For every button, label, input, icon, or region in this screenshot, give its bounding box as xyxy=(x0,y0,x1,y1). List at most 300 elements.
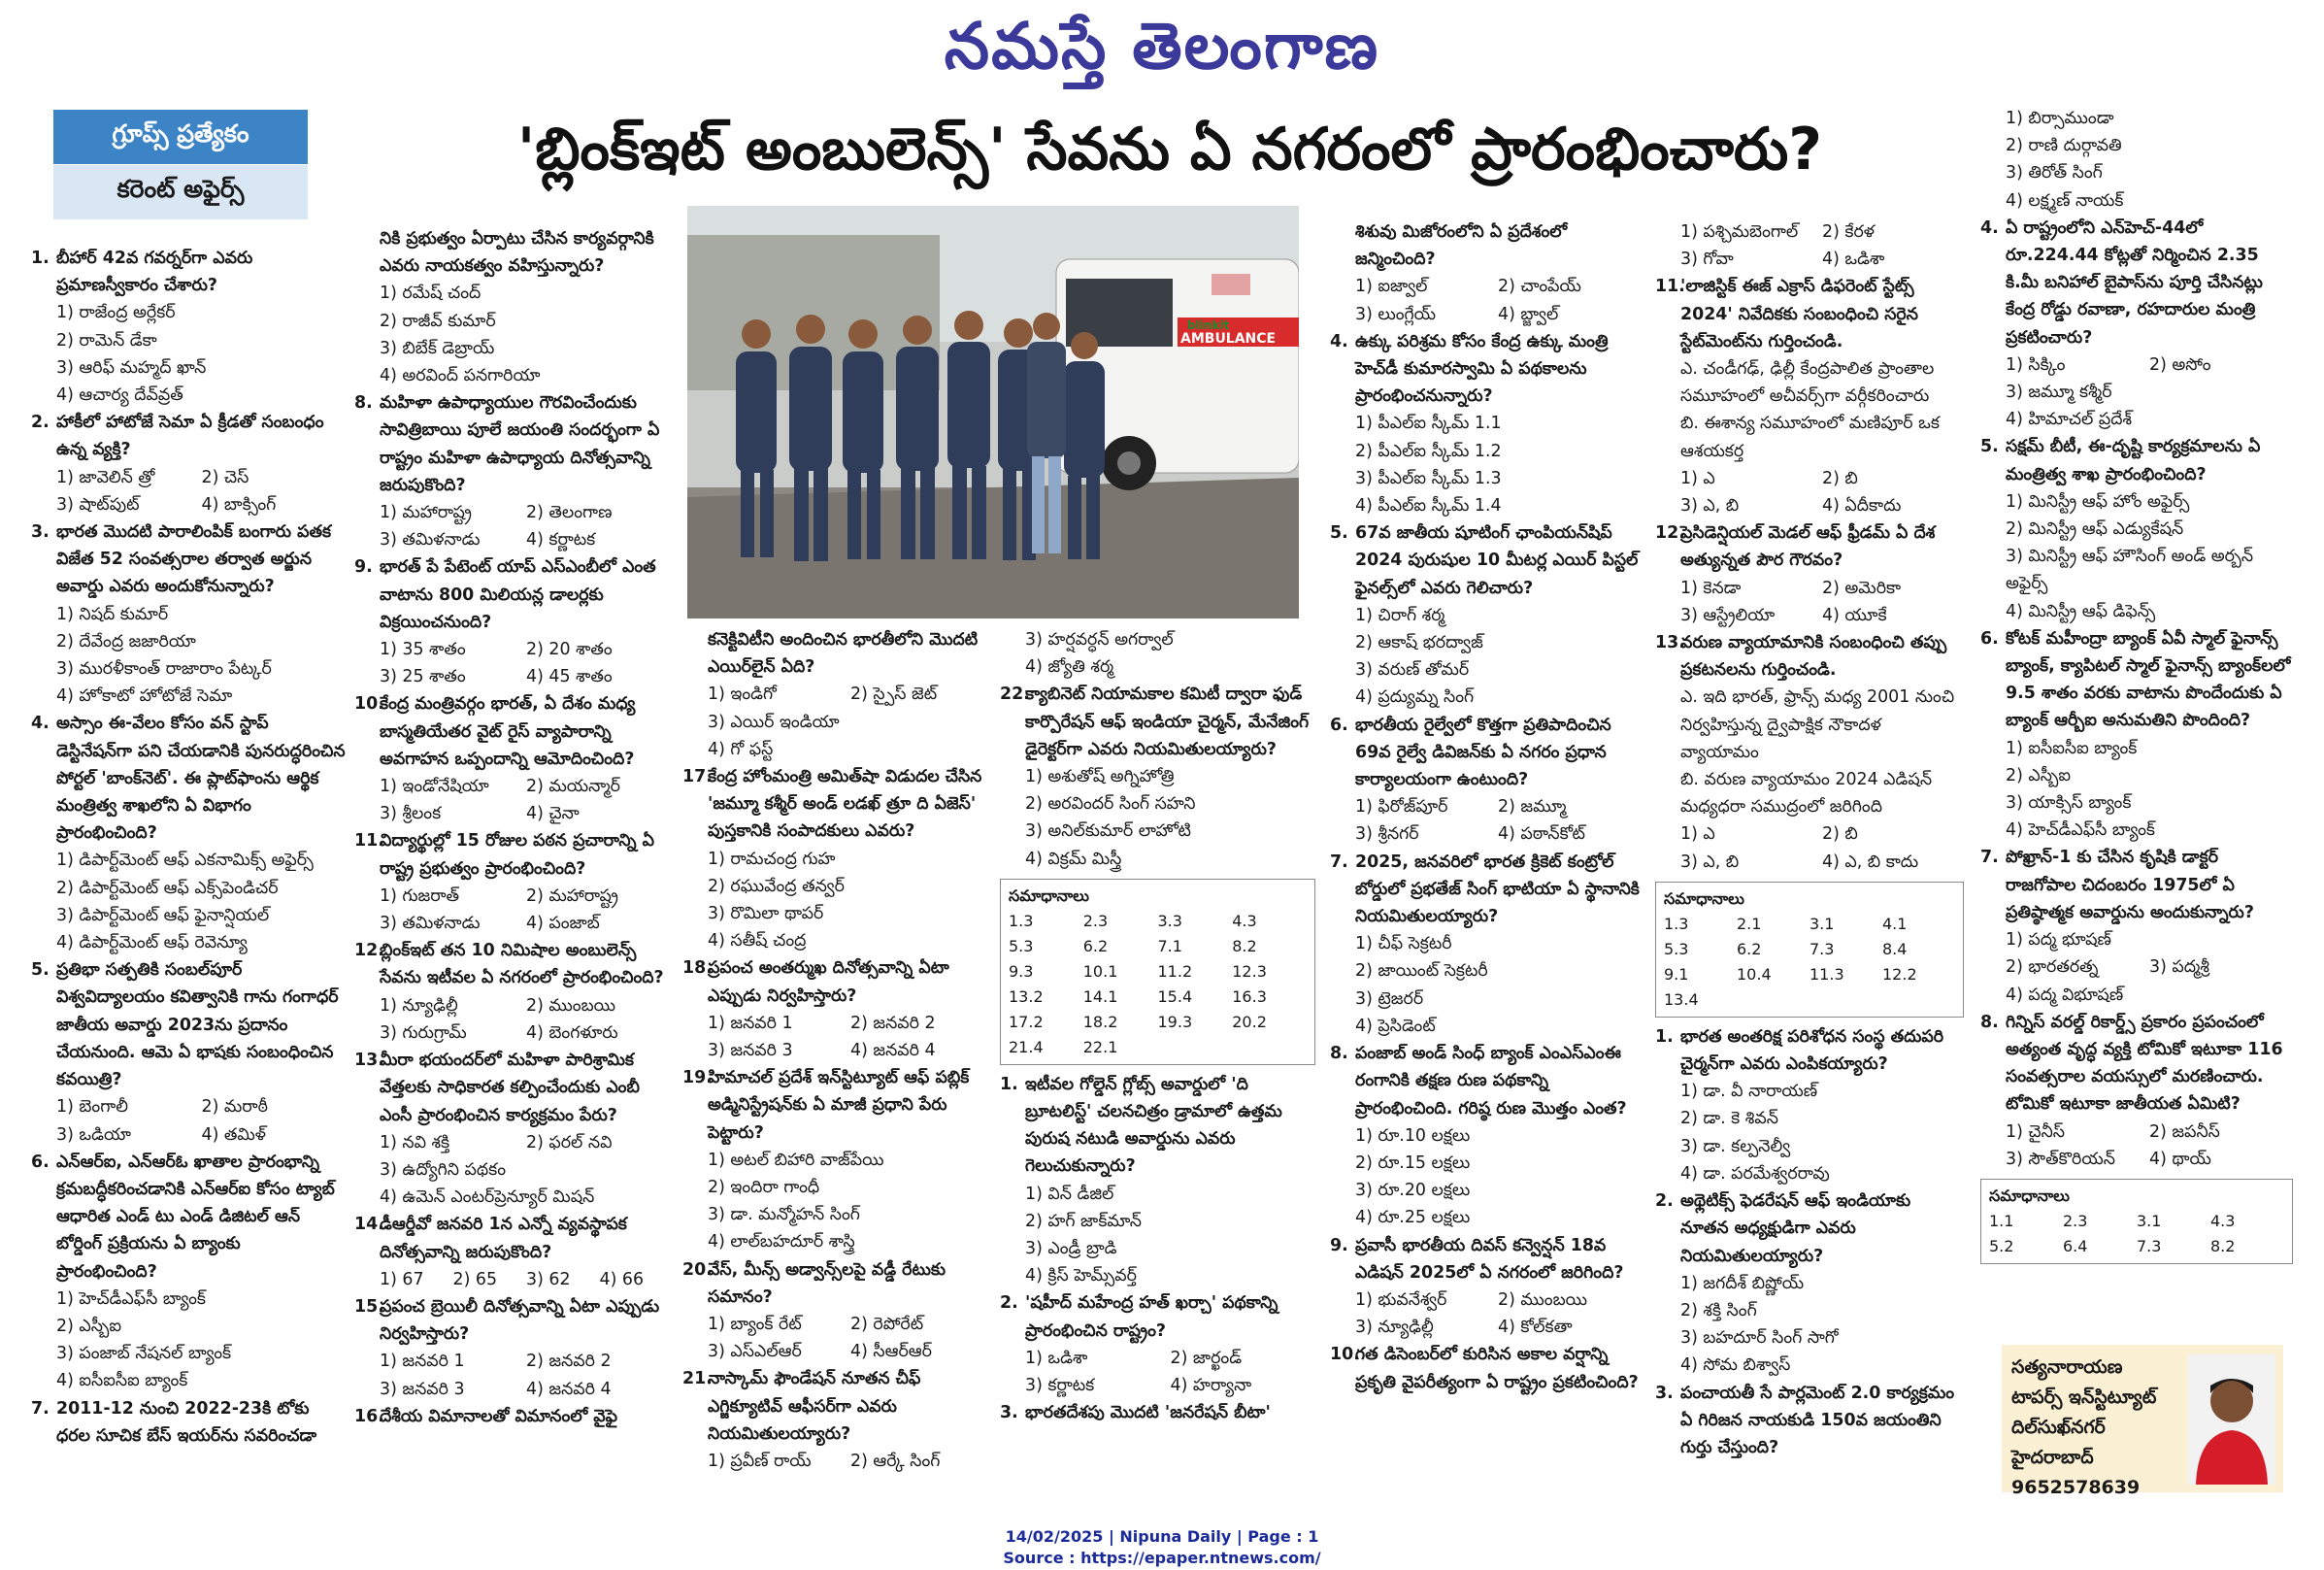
statements xyxy=(1655,355,1964,465)
answer: 6.4 xyxy=(2063,1236,2088,1255)
option: 3) కర్ణాటక xyxy=(1025,1376,1095,1396)
question xyxy=(1330,1232,1641,1286)
question-block xyxy=(1980,625,2293,845)
question xyxy=(31,245,347,299)
question-number: 19. xyxy=(682,1068,713,1088)
option: 1) చీఫ్ సెక్రటరీ xyxy=(1355,934,1452,954)
option: 2) రాణి దుర్గావతి xyxy=(2006,136,2122,156)
question-block xyxy=(1655,1380,1964,1462)
option: 3) 25 శాతం xyxy=(380,667,466,687)
answer-key xyxy=(1655,882,1964,1018)
option: 1) రమేష్ చంద్ xyxy=(380,284,481,304)
question-number: 18. xyxy=(682,958,713,979)
page-headline: 'బ్లింక్ఇట్ అంబులెన్స్' సేవను ఏ నగరంలో ప్రారంభించారు? xyxy=(516,116,1823,184)
option: 3) రొమిలా థాపర్ xyxy=(708,904,824,924)
option: 1) హెచ్‌డీఎఫ్‌సీ బ్యాంక్ xyxy=(56,1288,207,1309)
question-text: భారతదేశపు మొదటి 'జనరేషన్ బీటా' xyxy=(1025,1403,1271,1423)
option: 4) బ్జ్వాల్ xyxy=(1498,304,1559,324)
option: 1) డిపార్ట్‌మెంట్ ఆఫ్ ఎకనామిక్స్ అఫైర్స్ xyxy=(56,851,314,871)
options xyxy=(354,883,673,937)
answer: 20.2 xyxy=(1232,1012,1267,1031)
question xyxy=(354,827,673,882)
option: 1) రూ.10 లక్షలు xyxy=(1355,1125,1471,1146)
answer: 1.3 xyxy=(1664,914,1689,933)
question-number-spacer xyxy=(682,626,708,681)
question-block xyxy=(31,245,347,409)
option: 3) సౌత్‌కొరియన్ xyxy=(2006,1149,2115,1169)
option: 1) కెనడా xyxy=(1680,578,1742,598)
option-row xyxy=(1355,301,1641,328)
option: 1) చిరాగ్ శర్మ xyxy=(1355,605,1445,625)
question-text: అస్సాం ఈ-వేలం కోసం వన్ స్టాప్ డెస్టినేషన్‌గా పని చేయడానికి పునరుద్ధరించిన పోర్టల్ 'బాంక్‌నెట్'. ఈ ప్లాట్‌ఫాంను ఆర్థిక మంత్రిత్వ శాఖలోని ఏ విభాగం ప్రారంభించింది? xyxy=(56,714,346,844)
question xyxy=(1330,218,1641,273)
options xyxy=(1000,1345,1315,1399)
options xyxy=(1330,1286,1641,1341)
question xyxy=(682,1365,993,1448)
author-phone: 9652578639 xyxy=(2011,1477,2141,1498)
option-row xyxy=(56,1093,347,1120)
option: 1) ప్రవీణ్ రాయ్ xyxy=(708,1452,812,1472)
question-block xyxy=(354,389,673,553)
question-block xyxy=(354,827,673,937)
option-row xyxy=(380,1019,673,1047)
answer: 12.2 xyxy=(1882,964,1917,984)
options xyxy=(31,464,347,518)
column-2 xyxy=(354,225,673,1524)
option: 4) ఆచార్య దేవ్‌వ్రత్ xyxy=(56,385,183,406)
question-block xyxy=(31,1395,347,1450)
option: 3) లుంగ్లేయ్ xyxy=(1355,304,1437,324)
option: 2) భారతరత్న xyxy=(2006,957,2099,978)
option: 1) నవి శక్తి xyxy=(380,1132,450,1152)
answer: 2.1 xyxy=(1737,914,1762,933)
option: 2) ముంబయి xyxy=(526,995,616,1016)
option: 3) శ్రీలంక xyxy=(380,804,442,824)
option: 2) దేవేంద్ర జజారియా xyxy=(56,631,196,651)
question-text: ఇటీవల గోల్డెన్ గ్లోబ్స్ అవార్డులో 'ది బ్రూటలిస్ట్' చలనచిత్రం డ్రామాలో ఉత్తమ పురుష నటుడి అవార్డును ఎవరు గెలుచుకున్నారు? xyxy=(1025,1074,1282,1177)
option: 1) జనవరి 1 xyxy=(708,1013,793,1033)
question xyxy=(354,1047,673,1129)
option: 1) జావెలిన్ త్రో xyxy=(56,467,155,487)
question-text: ప్రపంచ బ్రెయిలీ దినోత్సవాన్ని ఏటా ఎప్పుడు నిర్వహిస్తారు? xyxy=(380,1296,660,1345)
question-number: 2. xyxy=(1000,1293,1018,1314)
option: 3) డా. మన్మోహన్ సింగ్ xyxy=(708,1205,860,1225)
answer: 14.1 xyxy=(1082,986,1118,1006)
option: 4) ప్రద్యుమ్న సింగ్ xyxy=(1355,687,1475,708)
page-footer xyxy=(0,1526,2324,1569)
option: 2) ఆర్కే సింగ్ xyxy=(850,1452,941,1472)
option: 2) స్పైస్ జెట్ xyxy=(850,685,938,705)
option: 1) చైనీస్ xyxy=(2006,1121,2066,1142)
question-block xyxy=(354,553,673,690)
option: 3) ఒడియా xyxy=(56,1124,131,1145)
question xyxy=(31,956,347,1093)
options xyxy=(354,499,673,553)
option: 4) హెచ్‌డీఎఫ్‌సీ బ్యాంక్ xyxy=(2006,820,2156,841)
question-text: డీఆర్డీవో జనవరి 1న ఎన్నో వ్యవస్థాపక దినోత్సవాన్ని జరుపుకొంది? xyxy=(380,1215,627,1262)
options xyxy=(1980,1119,2293,1173)
question-block xyxy=(1980,844,2293,1008)
option: 1) ఎ xyxy=(1680,824,1715,845)
question-number: 11. xyxy=(1655,277,1685,297)
question-text: పంచాయతీ సే పార్లమెంట్ 2.0 కార్యక్రమం ఏ గిరిజన నాయకుడి 150వ జయంతిని గుర్తు చేస్తుంది? xyxy=(1680,1383,1955,1457)
question-number: 6. xyxy=(1980,628,1999,649)
question-block xyxy=(354,690,673,827)
question-text: వేస్, మీన్స్ అడ్వాన్స్‌లపై వడ్డీ రేటుకు సమానం? xyxy=(708,1259,946,1307)
question-text: 2025, జనవరిలో భారత క్రికెట్ కంట్రోల్ బోర్డులో ప్రభతేజ్ సింగ్ భాటియా ఏ స్థానానికి నియమితులయ్యారు? xyxy=(1355,852,1640,927)
question-block xyxy=(1980,1009,2293,1173)
option: 4) విక్రమ్ మిస్త్రీ xyxy=(1025,849,1122,869)
option: 1) జనవరి 1 xyxy=(380,1352,465,1372)
option: 4) క్రిస్ హెమ్స్‌వర్త్ xyxy=(1025,1266,1137,1286)
question-text: మహిళా ఉపాధ్యాయుల గౌరవించేందుకు సావిత్రిబాయి పూలే జయంతి సందర్భంగా ఏ రాష్ట్రం మహిళా ఉపాధ్యాయ దినోత్సవాన్ని జరుపుకొంది? xyxy=(380,393,660,495)
option-row xyxy=(1680,218,1964,246)
question-number: 10. xyxy=(354,694,384,715)
option: 2) మరాఠీ xyxy=(201,1097,268,1118)
question-number: 1. xyxy=(31,249,50,268)
option: 1) మహారాష్ట్ర xyxy=(380,503,472,523)
question xyxy=(682,954,993,1009)
options xyxy=(1000,1181,1315,1290)
option: 1) రామచంద్ర గుహ xyxy=(708,849,836,869)
question-number: 5. xyxy=(1330,523,1348,544)
option: 4) జనవరి 4 xyxy=(526,1379,612,1399)
answer: 2.3 xyxy=(2063,1211,2088,1230)
question-text: మీరా భయందర్‌లో మహిళా పారిశ్రామిక వేత్తలకు సాధికారత కల్పించేందుకు ఎంబీ ఎంసీ ప్రారంభించిన కార్యక్రమం పేరు? xyxy=(380,1051,640,1125)
option-row xyxy=(380,526,673,553)
options xyxy=(682,1448,993,1475)
answer: 2.3 xyxy=(1082,911,1109,930)
option: 2) రెపోరేట్ xyxy=(850,1315,924,1335)
option: 1) గుజరాత్ xyxy=(380,885,460,906)
option: 4) సీఆర్ఆర్ xyxy=(850,1342,932,1362)
question-text: వరుణ వ్యాయామానికి సంబంధించి తప్పు ప్రకటనలను గుర్తించండి. xyxy=(1680,633,1947,681)
question-text: హిమాచల్ ప్రదేశ్ ఇన్‌స్టిట్యూట్ ఆఫ్ పబ్లిక్ అడ్మినిస్ట్రేషన్‌కు ఏ మాజీ ప్రధాని పేరు పెట్టారు? xyxy=(708,1068,970,1143)
options xyxy=(354,773,673,827)
question xyxy=(1980,1009,2293,1119)
question xyxy=(354,1293,673,1348)
option-row xyxy=(1680,465,1964,492)
options xyxy=(1330,273,1641,327)
option: 1) పద్మ భూషణ్ xyxy=(2006,930,2111,951)
question-block xyxy=(1655,1023,1964,1187)
question-number: 16. xyxy=(354,1406,384,1426)
question-text: విద్యార్థుల్లో 15 రోజుల పఠన ప్రచారాన్ని ఏ రాష్ట్ర ప్రభుత్వం ప్రారంభించింది? xyxy=(380,831,654,879)
question-text: బ్లింక్‌ఇట్ తన 10 నిమిషాల అంబులెన్స్ సేవను ఇటీవల ఏ నగరంలో ప్రారంభించింది? xyxy=(380,941,664,988)
question xyxy=(1330,519,1641,602)
option: 4) ప్రెసిడెంట్ xyxy=(1355,1016,1436,1036)
question xyxy=(354,690,673,773)
ambulance-photo xyxy=(687,206,1299,618)
option: 2) అమెరికా xyxy=(1822,578,1902,598)
options xyxy=(682,846,993,955)
question-block xyxy=(1330,1341,1641,1395)
option-row xyxy=(1025,1372,1315,1399)
option: 4) ఏదీకాదు xyxy=(1822,496,1902,517)
question xyxy=(354,1403,673,1430)
option: 1) ఇండిగో xyxy=(708,685,777,705)
column-4 xyxy=(1000,626,1315,1524)
question-block xyxy=(682,1064,993,1255)
option-row xyxy=(708,1448,993,1475)
question-block xyxy=(1330,328,1641,519)
answer: 1.3 xyxy=(1009,911,1034,930)
question-text: 'లాజిస్టిక్ ఈజ్ ఎక్రాస్ డిఫరెంట్ స్టేట్స్ 2024' నివేదికకు సంబంధించి సరైన స్టేట్‌మెంట్‌ను గుర్తించండి. xyxy=(1680,277,1918,351)
question-number: 1. xyxy=(1655,1026,1674,1047)
option: 1) ఎ xyxy=(1680,468,1715,488)
option-row xyxy=(708,1010,993,1037)
option: 3) 62 xyxy=(526,1269,571,1289)
footer-source-line: Source : https://epaper.ntnews.com/ xyxy=(1003,1549,1321,1567)
option: 2) జనవరి 2 xyxy=(526,1352,612,1372)
option: 3) ట్రెజరర్ xyxy=(1355,988,1424,1009)
question xyxy=(1655,1380,1964,1462)
option-row xyxy=(1680,820,1964,848)
option-row xyxy=(56,1121,347,1149)
section-tag: గ్రూప్స్ ప్రత్యేకం xyxy=(53,110,308,164)
question-text: కనెక్టివిటీని అందించిన భారతీలోని మొదటి ఎయిర్‌లైన్ ఏది? xyxy=(708,630,979,678)
option-row xyxy=(708,1311,993,1338)
option: 3) డిపార్ట్‌మెంట్ ఆఫ్ ఫైనాన్షియల్ xyxy=(56,905,270,925)
answer: 13.4 xyxy=(1664,989,1699,1009)
options xyxy=(31,847,347,956)
option: 3) పంజాబ్ నేషనల్ బ్యాంక్ xyxy=(56,1344,232,1364)
statement: ఎ. చండీగఢ్, ఢిల్లీ కేంద్రపాలిత ప్రాంతాల సమూహంలో అచీవర్స్‌గా వర్గీకరించారు xyxy=(1680,359,1935,407)
column-6 xyxy=(1655,218,1964,1524)
option: 3) తమిళనాడు xyxy=(380,530,481,551)
options xyxy=(31,1286,347,1395)
question-block xyxy=(682,1256,993,1366)
option: 2) జనవరి 2 xyxy=(850,1013,936,1033)
option: 3) వరుణ్ తోమర్ xyxy=(1355,660,1470,681)
option: 1) ఐజ్వాల్ xyxy=(1355,277,1428,297)
option: 2) అరవిందర్ సింగ్ సహని xyxy=(1025,794,1196,815)
question-number: 8. xyxy=(1330,1044,1348,1064)
option: 4) సతీష్ చంద్ర xyxy=(708,931,807,952)
author-card xyxy=(2002,1345,2283,1498)
options xyxy=(354,992,673,1047)
question-text: గత డిసెంబర్‌లో కురిసిన అకాల వర్షాన్ని ప్రకృతి వైపరీత్యంగా ఏ రాష్ట్రం ప్రకటించింది? xyxy=(1355,1345,1639,1392)
option: 3) డా. కల్పనెల్వీ xyxy=(1680,1136,1791,1156)
question-block xyxy=(682,954,993,1064)
option-row xyxy=(1355,1286,1641,1314)
answer: 16.3 xyxy=(1232,986,1267,1006)
question xyxy=(31,409,347,463)
question-text: భారత మొదటి పారాలింపిక్ బంగారు పతక విజేత 52 సంవత్సరాల తర్వాత అర్జున అవార్డు ఎవరు అందుకోనున్నారు? xyxy=(56,522,332,597)
option-row xyxy=(56,464,347,491)
question-number: 7. xyxy=(31,1398,50,1419)
option: 3) ఎ, బి xyxy=(1680,852,1740,872)
question-text: అథ్లెటిక్స్ ఫెడరేషన్ ఆఫ్ ఇండియాకు నూతన అధ్యక్షుడిగా ఎవరు నియమితులయ్యారు? xyxy=(1680,1191,1911,1266)
question-number: 2. xyxy=(1655,1191,1674,1212)
option: 4) కోల్‌కతా xyxy=(1498,1318,1573,1338)
option: 2) బి xyxy=(1822,824,1858,845)
question-number: 6. xyxy=(1330,715,1348,735)
question-number: 3. xyxy=(31,522,50,543)
answer: 10.1 xyxy=(1082,961,1118,981)
option: 3) షాట్‌పుట్ xyxy=(56,494,140,515)
question-block xyxy=(354,1047,673,1211)
question-block xyxy=(1330,1040,1641,1231)
question xyxy=(1000,1399,1315,1426)
option: 2) కేరళ xyxy=(1822,222,1875,242)
option: 2) రామెన్ డేకా xyxy=(56,330,157,351)
question-block xyxy=(682,763,993,954)
option-row xyxy=(708,681,993,708)
option: 4) 66 xyxy=(599,1269,645,1289)
option-row xyxy=(380,1129,673,1156)
question-number: 13. xyxy=(1655,633,1685,653)
option: 4) సోమ బిశ్వాస్ xyxy=(1680,1355,1791,1376)
answer: 5.2 xyxy=(1989,1236,2014,1255)
option: 3) గురుగ్రామ్ xyxy=(380,1022,467,1043)
option-row xyxy=(380,1266,673,1293)
answer: 5.3 xyxy=(1009,936,1034,955)
option: 3) జనవరి 3 xyxy=(380,1379,465,1399)
question-text: క్యాబినెట్ నియామకాల కమిటీ ద్వారా ఫుడ్ కార్పొరేషన్ ఆఫ్ ఇండియా చైర్మన్, మేనేజింగ్ డైరెక్టర్‌గా ఎవరు నియమితులయ్యారు? xyxy=(1025,685,1310,759)
question-number: 2. xyxy=(31,413,50,433)
question-number: 7. xyxy=(1980,848,1999,868)
answer-key-title: సమాధానాలు xyxy=(1009,885,1089,905)
option: 1) జగదీశ్ బిష్ణోయ్ xyxy=(1680,1273,1805,1293)
option: 2) జాయింట్ సెక్రటరీ xyxy=(1355,961,1488,982)
option: 4) అరవింద్ పనగారియా xyxy=(380,366,541,386)
statement: ఎ. ఇది భారత్, ఫ్రాన్స్ మధ్య 2001 నుంచి నిర్వహిస్తున్న ద్వైపాక్షిక నౌకాదళ వ్యాయామం xyxy=(1680,687,1955,762)
option: 1) మినిస్ట్రీ ఆఫ్ హోం అఫైర్స్ xyxy=(2006,491,2190,512)
option: 4) మినిస్ట్రీ ఆఫ్ డిఫెన్స్ xyxy=(2006,601,2156,621)
question-block xyxy=(1655,1187,1964,1379)
option: 2) ఎస్బీఐ xyxy=(2006,765,2072,785)
option: 4) 45 శాతం xyxy=(526,667,613,687)
option: 3) రూ.20 లక్షలు xyxy=(1355,1181,1471,1201)
question-text: కోటక్ మహీంద్రా బ్యాంక్ ఏవీ స్మాల్ ఫైనాన్స్ బ్యాంక్, క్యాపిటల్ స్మాల్ ఫైనాన్స్ బ్యాంక్‌లలో 9.5 శాతం వరకు వాటాను పొందేందుకు ఏ బ్యాంక్ ఆర్బీఐ అనుమతిని పొందింది? xyxy=(2006,628,2291,731)
question-number: 10. xyxy=(1330,1345,1360,1365)
question-number: 7. xyxy=(1330,852,1348,872)
question xyxy=(1655,629,1964,684)
question-text: ప్రెసిడెన్షియల్ మెడల్ ఆఫ్ ఫ్రీడమ్ ఏ దేశ అత్యున్నత పౌర గౌరవం? xyxy=(1680,523,1936,571)
answer: 5.3 xyxy=(1664,939,1689,958)
question-block xyxy=(1655,629,1964,876)
footer-date-line: 14/02/2025 | Nipuna Daily | Page : 1 xyxy=(1005,1527,1319,1546)
question xyxy=(1000,1289,1315,1344)
option: 3) ఆరిఫ్ మహ్మద్ ఖాన్ xyxy=(56,357,207,378)
question xyxy=(1655,1023,1964,1078)
question-number: 21. xyxy=(682,1369,713,1389)
question-block xyxy=(31,710,347,956)
option: 2) తెలంగాణ xyxy=(526,503,613,523)
question-block xyxy=(1000,1071,1315,1290)
option-row xyxy=(380,992,673,1019)
option: 4) లక్ష్మణ్ నాయక్ xyxy=(2006,190,2124,211)
option: 4) పీఎల్ఐ స్కీమ్ 1.4 xyxy=(1355,496,1502,517)
option: 4) రూ.25 లక్షలు xyxy=(1355,1208,1471,1228)
options xyxy=(682,1147,993,1256)
question-text: ఎన్‌ఆర్‌ఐ, ఎన్‌ఆర్‌ఓ ఖాతాల ప్రారంభాన్ని క్రమబద్ధీకరించడానికి ఎన్‌ఆర్‌ఐ కోసం ట్యాబ్ ఆధారిత ఎండ్ టు ఎండ్ డిజిటల్ ఆన్ బోర్డింగ్ ప్రక్రియను ఏ బ్యాంకు ప్రారంభించింది? xyxy=(56,1152,335,1282)
question-number: 22. xyxy=(1000,685,1030,705)
option-row xyxy=(1355,1314,1641,1341)
answer-key xyxy=(1980,1179,2293,1264)
options xyxy=(1655,465,1964,519)
option: 4) జ్యోతి శర్మ xyxy=(1025,657,1114,678)
option: 3) మినిస్ట్రీ ఆఫ్ హౌసింగ్ అండ్ అర్బన్ అఫైర్స్ xyxy=(2006,547,2254,594)
option: 1) బిర్సాముండా xyxy=(2006,109,2114,128)
question xyxy=(1980,844,2293,926)
option: 2) ఇందిరా గాంధీ xyxy=(708,1178,820,1198)
author-area: దిల్‌సుఖ్‌నగర్ xyxy=(2011,1417,2106,1438)
question xyxy=(31,1395,347,1450)
statement: బి. ఈశాన్య సమూహంలో మణిపూర్ ఒక ఆశయకర్త xyxy=(1680,414,1940,461)
question xyxy=(354,937,673,991)
options xyxy=(1980,488,2293,625)
option: 1) భువనేశ్వర్ xyxy=(1355,1289,1447,1310)
answer-key xyxy=(1000,879,1315,1065)
option-row xyxy=(380,910,673,937)
question-text: భారత అంతరిక్ష పరిశోధన సంస్థ తదుపరి చైర్మన్‌గా ఎవరు ఎంపికయ్యారు? xyxy=(1680,1026,1944,1075)
option-row xyxy=(380,883,673,910)
option: 3) యాక్సిస్ బ్యాంక్ xyxy=(2006,793,2132,814)
option: 4) బాక్సింగ్ xyxy=(201,494,277,515)
question-block xyxy=(31,1149,347,1395)
options xyxy=(354,1266,673,1293)
option: 2) మినిస్ట్రీ ఆఫ్ ఎడ్యుకేషన్ xyxy=(2006,519,2184,540)
option: 4) యూకే xyxy=(1822,605,1887,625)
option: 2) రూ.15 లక్షలు xyxy=(1355,1152,1471,1173)
answer: 7.3 xyxy=(1809,939,1835,958)
option: 4) హోకాటో హోటోజే సెమా xyxy=(56,686,233,707)
option: 3) ఎయిర్ ఇండియా xyxy=(708,712,840,732)
question xyxy=(1655,519,1964,574)
option: 2) మయన్మార్ xyxy=(526,777,620,797)
option: 4) ఒడిశా xyxy=(1822,250,1885,270)
author-details xyxy=(2011,1353,2176,1503)
question-number: 12. xyxy=(354,941,384,961)
option-row xyxy=(56,491,347,518)
question xyxy=(682,626,993,681)
option: 2) పీఎల్ఐ స్కీమ్ 1.2 xyxy=(1355,441,1502,461)
option: 1) విన్ డీజిల్ xyxy=(1025,1184,1114,1204)
question-number: 11. xyxy=(354,831,384,852)
statement: బి. వరుణ వ్యాయామం 2024 ఎడిషన్ మధ్యధరా సముద్రంలో జరిగింది xyxy=(1680,770,1933,818)
question-block xyxy=(1655,519,1964,629)
option-row xyxy=(1680,849,1964,876)
question-number: 4. xyxy=(1330,331,1348,351)
question-number: 3. xyxy=(1655,1383,1674,1403)
option: 1) అటల్ బిహారి వాజ్‌పేయి xyxy=(708,1150,884,1170)
question xyxy=(354,389,673,499)
question-block xyxy=(1980,215,2293,434)
options xyxy=(1000,763,1315,873)
option: 3) న్యూఢిల్లీ xyxy=(1355,1318,1434,1338)
option: 1) పీఎల్ఐ స్కీమ్ 1.1 xyxy=(1355,414,1502,434)
answer-key-title: సమాధానాలు xyxy=(1664,888,1744,908)
question-number: 9. xyxy=(354,557,373,578)
column-5 xyxy=(1330,218,1641,1524)
option-row xyxy=(380,636,673,663)
options xyxy=(1000,626,1315,681)
question-number: 8. xyxy=(1980,1012,1999,1032)
option: 2) ఆకాష్ భరద్వాజ్ xyxy=(1355,633,1483,653)
option: 1) సిక్కిం xyxy=(2006,354,2066,375)
option: 3) పీఎల్ఐ స్కీమ్ 1.3 xyxy=(1355,468,1502,488)
option: 3) అనిల్‌కుమార్ లాహోటి xyxy=(1025,821,1191,842)
question-text: భారతీయ రైల్వేలో కొత్తగా ప్రతిపాదించిన 69వ రైల్వే డివిజన్‌కు ఏ నగరం ప్రధాన కార్యాలయంగా ఉంటుంది? xyxy=(1355,715,1611,790)
question-text: భారత్ పే పేటెంట్ యాప్ ఎస్ఎంబీలో ఎంత వాటాను 800 మిలియన్ల డాలర్లకు విక్రయించనుంది? xyxy=(380,557,656,632)
option: 3) ఎ, బి xyxy=(1680,496,1740,517)
question xyxy=(1330,712,1641,794)
options xyxy=(682,1311,993,1365)
option: 3) హర్షవర్ధన్ అగర్వాల్ xyxy=(1025,630,1174,650)
question-number: 1. xyxy=(1000,1074,1018,1094)
